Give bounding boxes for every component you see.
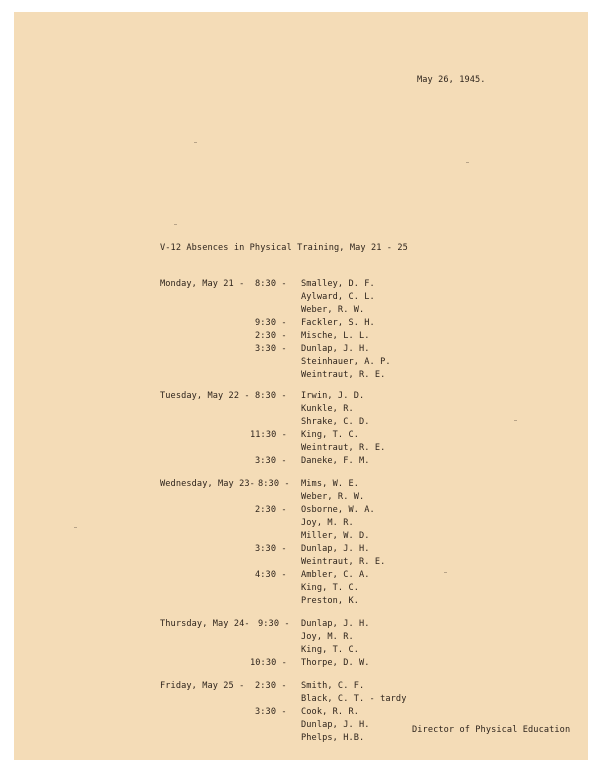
time-label: 3:30 -	[255, 707, 287, 717]
day-label-friday: Friday, May 25 -	[160, 681, 245, 691]
time-label: 8:30 -	[255, 391, 287, 401]
time-label: 8:30 -	[258, 479, 290, 489]
name-entry: Weber, R. W.	[301, 305, 365, 315]
name-entry: Fackler, S. H.	[301, 318, 375, 328]
name-entry: Smalley, D. F.	[301, 279, 375, 289]
name-entry: Weber, R. W.	[301, 492, 365, 502]
time-label: 2:30 -	[255, 505, 287, 515]
time-label: 9:30 -	[258, 619, 290, 629]
name-entry: Ambler, C. A.	[301, 570, 370, 580]
time-label: 11:30 -	[250, 430, 287, 440]
time-label: 10:30 -	[250, 658, 287, 668]
day-label-monday: Monday, May 21 -	[160, 279, 245, 289]
name-entry: Joy, M. R.	[301, 518, 354, 528]
name-entry: Mische, L. L.	[301, 331, 370, 341]
name-entry: Weintraut, R. E.	[301, 557, 386, 567]
name-entry: Smith, C. F.	[301, 681, 365, 691]
name-entry: Shrake, C. D.	[301, 417, 370, 427]
time-label: 8:30 -	[255, 279, 287, 289]
time-label: 2:30 -	[255, 331, 287, 341]
name-entry: Dunlap, J. H.	[301, 720, 370, 730]
paper-speck	[514, 420, 517, 421]
time-label: 3:30 -	[255, 544, 287, 554]
name-entry: Miller, W. D.	[301, 531, 370, 541]
name-entry: Dunlap, J. H.	[301, 344, 370, 354]
paper-speck	[444, 572, 447, 573]
name-entry: Daneke, F. M.	[301, 456, 370, 466]
name-entry: King, T. C.	[301, 645, 360, 655]
time-label: 3:30 -	[255, 344, 287, 354]
name-entry: Mims, W. E.	[301, 479, 360, 489]
name-entry: Kunkle, R.	[301, 404, 354, 414]
name-entry: Dunlap, J. H.	[301, 544, 370, 554]
document-page	[14, 12, 588, 760]
name-entry: Preston, K.	[301, 596, 360, 606]
paper-speck	[174, 224, 177, 225]
name-entry: Black, C. T. - tardy	[301, 694, 407, 704]
name-entry: Cook, R. R.	[301, 707, 360, 717]
paper-speck	[74, 527, 77, 528]
day-label-tuesday: Tuesday, May 22 -	[160, 391, 250, 401]
name-entry: Steinhauer, A. P.	[301, 357, 391, 367]
day-label-thursday: Thursday, May 24-	[160, 619, 250, 629]
time-label: 4:30 -	[255, 570, 287, 580]
name-entry: Weintraut, R. E.	[301, 443, 386, 453]
paper-speck	[194, 142, 197, 143]
time-label: 9:30 -	[255, 318, 287, 328]
name-entry: Phelps, H.B.	[301, 733, 365, 743]
name-entry: Aylward, C. L.	[301, 292, 375, 302]
name-entry: King, T. C.	[301, 430, 360, 440]
time-label: 2:30 -	[255, 681, 287, 691]
paper-speck	[466, 162, 469, 163]
name-entry: Dunlap, J. H.	[301, 619, 370, 629]
name-entry: King, T. C.	[301, 583, 360, 593]
name-entry: Thorpe, D. W.	[301, 658, 370, 668]
name-entry: Weintraut, R. E.	[301, 370, 386, 380]
document-date: May 26, 1945.	[417, 75, 486, 85]
time-label: 3:30 -	[255, 456, 287, 466]
name-entry: Joy, M. R.	[301, 632, 354, 642]
signature-line: Director of Physical Education	[412, 725, 571, 735]
name-entry: Osborne, W. A.	[301, 505, 375, 515]
day-label-wednesday: Wednesday, May 23-	[160, 479, 255, 489]
document-title: V-12 Absences in Physical Training, May 21 - 25	[160, 243, 408, 253]
name-entry: Irwin, J. D.	[301, 391, 365, 401]
